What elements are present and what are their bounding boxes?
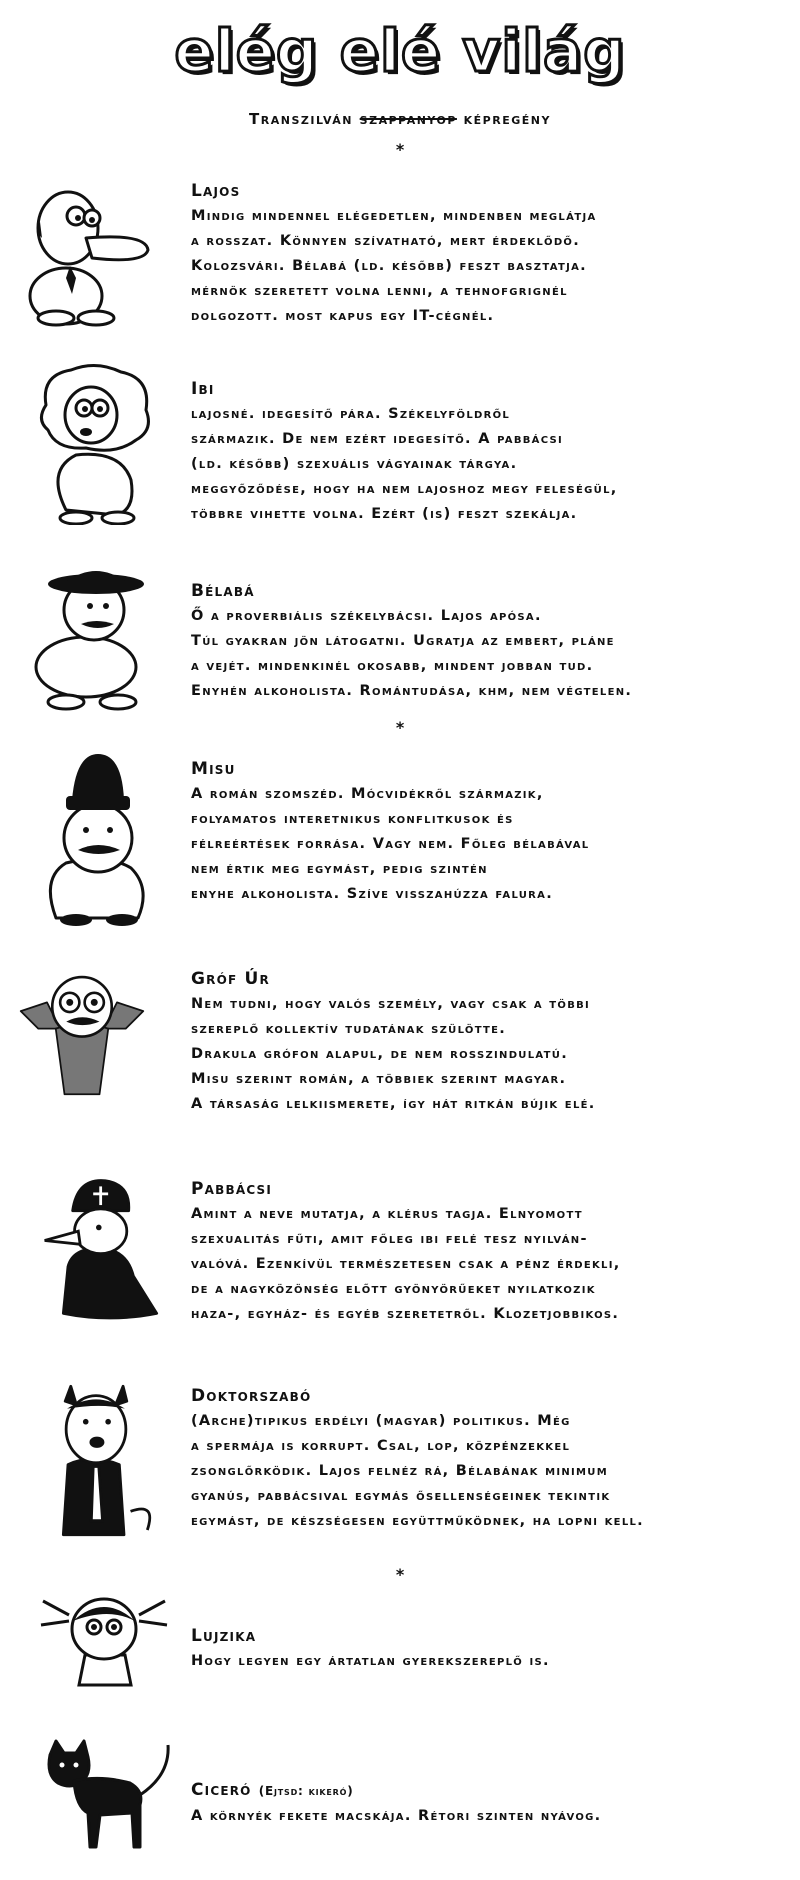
character-description: Hogy legyen egy ártatlan gyerekszereplő is. bbox=[191, 1653, 550, 1669]
character-name: Ibi bbox=[191, 379, 215, 399]
pronunciation-note: (Ejtsd: kikeró) bbox=[258, 1784, 354, 1798]
character-name: Pabbácsi bbox=[191, 1179, 273, 1199]
cicero-portrait-icon bbox=[40, 1735, 180, 1855]
separator-star: * bbox=[395, 140, 405, 159]
grof-ur-portrait-icon bbox=[12, 958, 152, 1108]
character-description: lajosné. idegesítő pára. Székelyföldről származik. De nem ezért idegesítő. A pabbácsi (ld. később) szexuális vágyainak tárgya. meggyőződése, hogy ha nem lajoshoz megy feleségül, többre vihette volna. Ezért (is) feszt szekálja. bbox=[191, 406, 618, 522]
subtitle-struck: szappanyop bbox=[359, 110, 457, 128]
subtitle-after: képregény bbox=[456, 110, 551, 128]
misu-portrait-icon bbox=[26, 748, 166, 928]
separator-star: * bbox=[395, 718, 405, 737]
character-name: Lajos bbox=[191, 181, 241, 201]
character-name: Misu bbox=[191, 759, 236, 779]
lujzika-portrait-icon bbox=[34, 1585, 174, 1695]
character-description: A román szomszéd. Mócvidékről származik, folyamatos interetnikus konflitkusok és félreértések forrása. Vagy nem. Főleg bélabával nem értik meg egymást, pedig szintén enyhe alkoholista. Szíve visszahúzza falura. bbox=[191, 786, 590, 902]
page-title bbox=[0, 17, 800, 85]
character-description: Amint a neve mutatja, a klérus tagja. Elnyomott szexualitás fűti, amit főleg ibi felé tesz nyilván- valóvá. Ezenkívül természetesen csak a pénz érdekli, de a nagyközönség előtt gyönyörűeket nyilatkozik haza-, egyház- és egyéb szeretetről. Klozetjobbikos. bbox=[191, 1206, 621, 1322]
title-text: elég elé világ bbox=[174, 17, 626, 85]
character-name: Bélabá bbox=[191, 581, 255, 601]
character-description: Nem tudni, hogy valós személy, vagy csak a többi szereplő kollektív tudatának szülötte. Drakula grófon alapul, de nem rosszindulatú. Misu szerint román, a többiek szerint magyar. A társaság lelkiismerete, így hát ritkán bújik elé. bbox=[191, 996, 596, 1112]
doktorszabo-portrait-icon bbox=[26, 1375, 166, 1545]
character-description: Mindig mindennel elégedetlen, mindenben meglátja a rosszat. Könnyen szívatható, mert érdeklődő. Kolozsvári. Bélabá (ld. később) feszt basztatja. mérnök szeretett volna lenni, a tehnofgrignél dolgozott. most kapus egy IT-cégnél. bbox=[191, 208, 597, 324]
character-description: (Arche)tipikus erdélyi (magyar) politikus. Még a spermája is korrupt. Csal, lop, közpénzekkel zsonglőrködik. Lajos felnéz rá, Bélabának minimum gyanús, pabbácsival egymás ősellenségeinek tekintik egymást, de készségesen együttműködnek, ha lopni kell. bbox=[191, 1413, 644, 1529]
subtitle bbox=[0, 110, 800, 128]
character-name: Gróf Úr bbox=[191, 969, 270, 989]
character-name: Doktorszabó bbox=[191, 1386, 312, 1406]
ibi-portrait-icon bbox=[26, 360, 166, 525]
lajos-portrait-icon bbox=[26, 178, 166, 328]
pabbacsi-portrait-icon bbox=[26, 1168, 166, 1328]
character-description: A környék fekete macskája. Rétori szinten nyávog. bbox=[191, 1808, 602, 1824]
character-name: Ciceró (Ejtsd: kikeró) bbox=[191, 1780, 354, 1800]
character-description: Ő a proverbiális székelybácsi. Lajos apósa. Túl gyakran jön látogatni. Ugratja az embert, pláne a vejét. mindenkinél okosabb, mindent jobban tud. Enyhén alkoholista. Romántudása, khm, nem végtelen. bbox=[191, 608, 633, 699]
separator-star: * bbox=[395, 1565, 405, 1584]
subtitle-before: Transzilván bbox=[249, 110, 360, 128]
belaba-portrait-icon bbox=[26, 562, 166, 712]
character-name: Lujzika bbox=[191, 1626, 257, 1646]
